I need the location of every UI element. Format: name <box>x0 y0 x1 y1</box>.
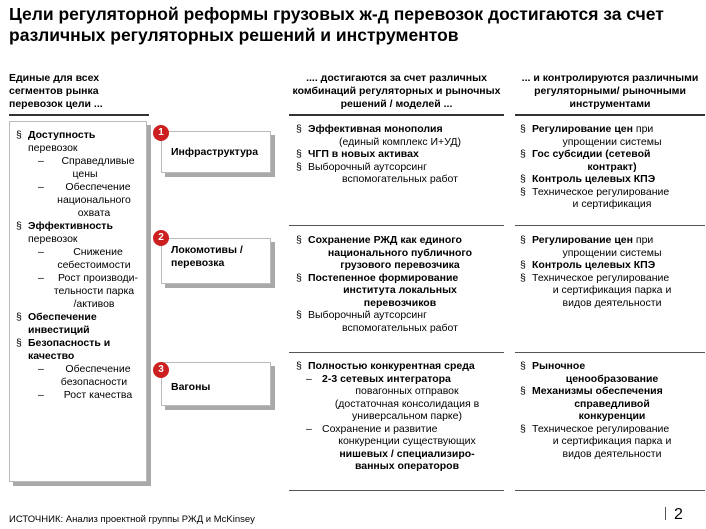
goals-box <box>9 121 147 482</box>
page-number-divider <box>665 507 666 520</box>
header-goals: Единые для всех сегментов рынка перевозок цели ... <box>9 72 103 110</box>
row1-solutions <box>296 123 504 186</box>
source-note: ИСТОЧНИК: Анализ проектной группы РЖД и McKinsey <box>9 514 255 525</box>
solution-subitem: – 2-3 сетевых интегратора <box>306 372 451 385</box>
instrument-item: § Регулирование цен при упрощении системы <box>520 123 704 148</box>
row3-instruments <box>520 360 704 460</box>
segment-label: Инфраструктура <box>171 146 259 158</box>
header-instruments: ... и контролируются различными регуляторными/ рыночными инструментами <box>521 72 699 110</box>
instrument-item: § Регулирование цен при упрощении системы <box>520 234 704 259</box>
segment-label: Вагоны <box>171 381 211 393</box>
segment-number-badge: 1 <box>153 125 169 141</box>
page-title: Цели регуляторной реформы грузовых ж-д перевозок достигаются за счет различных регуляторных решений и инструментов <box>9 4 664 45</box>
goal-investment: § Обеспечение инвестиций <box>16 311 142 337</box>
header-divider-goals <box>9 114 149 116</box>
row-divider <box>289 352 504 353</box>
solution-item: § Постепенное формирование института локальных перевозчиков <box>296 272 504 310</box>
goal-efficiency: § Эффективность перевозок – Снижение себестоимости – Рост производи- тельности парка /активов <box>16 220 142 311</box>
segment-locomotives <box>161 238 271 284</box>
solution-item: § Выборочный аутсорсинг вспомогательных работ <box>296 309 504 334</box>
solution-item: § ЧГП в новых активах <box>296 148 504 161</box>
instrument-item: § Контроль целевых КПЭ <box>520 259 704 272</box>
row-divider <box>515 490 705 491</box>
solution-subitem: – Сохранение и развитие <box>306 422 438 435</box>
instrument-item: § Техническое регулирование и сертификация <box>520 186 704 211</box>
goal-safety-quality: § Безопасность и качество – Обеспечение безопасности – Рост качества <box>16 337 142 402</box>
instrument-item: § Рыночное ценообразование <box>520 360 704 385</box>
segment-label: Локомотивы / перевозка <box>171 244 243 269</box>
instrument-item: § Техническое регулирование и сертификация парка и видов деятельности <box>520 272 704 310</box>
instrument-item: § Механизмы обеспечения справедливой конкуренции <box>520 385 704 423</box>
solution-item: § Эффективная монополия (единый комплекс И+УД) <box>296 123 504 148</box>
header-divider-instruments <box>515 114 705 116</box>
row-divider <box>515 225 705 226</box>
row1-instruments <box>520 123 704 211</box>
solution-item: § Полностью конкурентная среда <box>296 360 504 373</box>
solution-item: § Выборочный аутсорсинг вспомогательных работ <box>296 161 504 186</box>
row3-solutions: § Полностью конкурентная среда – 2-3 сетевых интегратора повагонных отправок (достаточная консолидация в универсальном парке) – Сохранение и развитие конкуренции существующих нишевых / специализиро- ванных операторов <box>296 360 504 473</box>
header-divider-solutions <box>289 114 504 116</box>
row-divider <box>515 352 705 353</box>
goal-availability: § Доступность перевозок – Справедливые цены – Обеспечение национального охвата <box>16 129 142 220</box>
instrument-item: § Техническое регулирование и сертификация парка и видов деятельности <box>520 423 704 461</box>
row2-instruments <box>520 234 704 309</box>
segment-infrastructure <box>161 131 271 173</box>
row-divider <box>289 490 504 491</box>
solution-item: § Сохранение РЖД как единого национального публичного грузового перевозчика <box>296 234 504 272</box>
page-number: 2 <box>674 506 683 523</box>
instrument-item: § Гос субсидии (сетевой контракт) <box>520 148 704 173</box>
row-divider <box>289 225 504 226</box>
header-solutions: .... достигаются за счет различных комбинаций регуляторных и рыночных решений / моделей ... <box>292 72 501 110</box>
segment-number-badge: 2 <box>153 230 169 246</box>
segment-wagons <box>161 362 271 406</box>
segment-number-badge: 3 <box>153 362 169 378</box>
instrument-item: § Контроль целевых КПЭ <box>520 173 704 186</box>
row2-solutions <box>296 234 504 334</box>
